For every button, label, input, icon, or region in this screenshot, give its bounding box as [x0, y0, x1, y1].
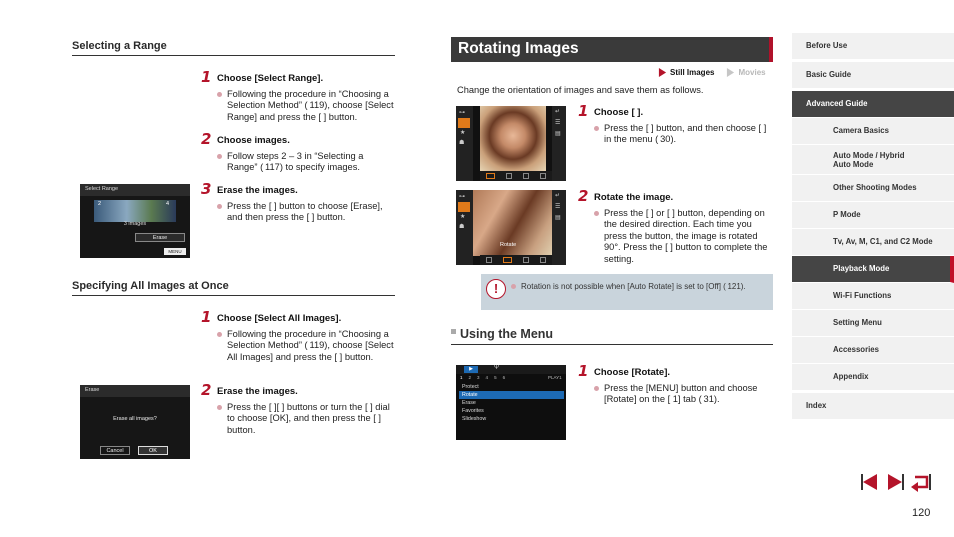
- menu-mode-label: PLAY1: [548, 375, 562, 380]
- rotate-step-1: [578, 102, 773, 146]
- rotate-screen: [456, 190, 566, 265]
- range-start-number: 2: [98, 201, 102, 207]
- bullet-dot: [217, 92, 222, 97]
- step-title: Choose images.: [217, 135, 290, 146]
- rotate-option-icon[interactable]: [503, 257, 512, 263]
- page-title: Rotating Images: [451, 37, 773, 62]
- menu-items: [459, 383, 564, 423]
- heading-square-icon: [451, 329, 456, 334]
- rotate-option-icon[interactable]: [506, 173, 512, 179]
- step-title: Choose [ ].: [594, 107, 644, 118]
- step-text: Following the procedure in “Choosing a Selection Method” ( 119), choose [Select All Images] and press the [ ] button.: [227, 329, 394, 362]
- bullet-dot: [217, 405, 222, 410]
- sidebar-item-playback-mode[interactable]: Playback Mode: [792, 256, 954, 283]
- display-icon: ▤: [555, 131, 561, 137]
- step-1-select-all: [201, 308, 396, 363]
- rotate-step-2: [578, 187, 773, 265]
- people-icon: ☗: [459, 140, 465, 146]
- sidebar-item-auto-mode[interactable]: [792, 145, 954, 175]
- thumbnail-strip: [94, 200, 176, 222]
- step-number: 1: [578, 362, 589, 380]
- bullet-dot: [511, 284, 516, 289]
- sidebar-item-accessories[interactable]: Accessories: [792, 337, 954, 364]
- menu-subtabs: [460, 375, 522, 380]
- page-number: 120: [912, 507, 931, 519]
- section-heading-selecting-range: Selecting a Range: [72, 40, 395, 56]
- return-button[interactable]: [909, 472, 931, 492]
- step-text: Press the [ ] button to choose [Erase], and then press the [ ] button.: [227, 201, 383, 223]
- ok-button[interactable]: OK: [138, 446, 168, 455]
- image-count: 3 images: [123, 221, 147, 227]
- step-text: Press the [ ] or [ ] button, depending on the desired direction. Each time you press the button, the image is rotated 90°. Press the [ ] button to complete the setting.: [604, 208, 768, 264]
- erase-button[interactable]: Erase: [135, 233, 185, 242]
- favorite-star-icon: ★: [460, 130, 466, 136]
- rotate-selected-icon: [458, 118, 470, 128]
- sidebar-item-wifi-functions[interactable]: Wi-Fi Functions: [792, 283, 954, 310]
- sidebar-item-index[interactable]: Index: [792, 393, 954, 420]
- select-range-screen: [80, 184, 190, 258]
- step-text: Press the [MENU] button and choose [Rotate] on the [ 1] tab ( 31).: [604, 383, 758, 405]
- child-photo: [480, 106, 546, 172]
- sidebar-item-setting-menu[interactable]: Setting Menu: [792, 310, 954, 337]
- bullet-dot: [217, 332, 222, 337]
- rotate-option-icon[interactable]: [486, 173, 495, 179]
- rotate-option-icon[interactable]: [486, 257, 492, 263]
- step-number: 2: [578, 187, 589, 205]
- step-text: Follow steps 2 – 3 in “Selecting a Range” ( 117) to specify images.: [227, 151, 364, 173]
- right-icon-column: [552, 106, 566, 181]
- sidebar-item-other-shooting-modes[interactable]: Other Shooting Modes: [792, 175, 954, 202]
- protect-key-icon: ⊶: [459, 194, 465, 200]
- bullet-dot: [217, 154, 222, 159]
- section-heading-all-images: Specifying All Images at Once: [72, 280, 395, 296]
- list-icon: ☰: [555, 120, 561, 126]
- rotate-option-icon[interactable]: [540, 257, 546, 263]
- menu-item-erase[interactable]: Erase: [462, 400, 476, 406]
- rotate-selected-icon: [458, 202, 470, 212]
- sidebar-item-camera-basics[interactable]: Camera Basics: [792, 118, 954, 145]
- step-2-choose-images: [201, 130, 396, 174]
- menu-item-favorites[interactable]: Favorites: [462, 408, 484, 414]
- back-arrow-icon: ↵: [555, 109, 561, 115]
- sidebar-item-tv-av-m[interactable]: Tv, Av, M, C1, and C2 Mode: [792, 229, 954, 256]
- step-number: 2: [201, 130, 212, 148]
- menu-item-rotate[interactable]: Rotate: [459, 391, 564, 399]
- note-box: [481, 274, 773, 310]
- favorite-star-icon: ★: [460, 214, 466, 220]
- subtab[interactable]: 4: [485, 375, 489, 380]
- bullet-dot: [594, 386, 599, 391]
- rotate-label: Rotate: [500, 242, 517, 248]
- step-title: Erase the images.: [217, 386, 298, 397]
- step-text: Press the [ ] button, and then choose [ ] in the menu ( 30).: [604, 123, 767, 145]
- back-arrow-icon: ↵: [555, 193, 561, 199]
- step-number: 2: [201, 381, 212, 399]
- right-icon-column: [552, 190, 566, 265]
- step-title: Choose [Select Range].: [217, 73, 324, 84]
- step-title: Choose [Select All Images].: [217, 313, 342, 324]
- playback-menu-screen: [456, 106, 566, 181]
- people-icon: ☗: [459, 224, 465, 230]
- display-icon: ▤: [555, 215, 561, 221]
- step-text: Press the [ ][ ] buttons or turn the [ ] dial to choose [OK], and then press the [ ] button.: [227, 402, 390, 435]
- bullet-dot: [594, 211, 599, 216]
- list-icon: ☰: [555, 204, 561, 210]
- step-number: 3: [201, 180, 212, 198]
- play-menu-screen: [456, 365, 566, 440]
- step-number: 1: [201, 308, 212, 326]
- subtab[interactable]: 1: [460, 375, 463, 380]
- using-menu-heading-text: Using the Menu: [460, 327, 554, 341]
- menu-back-button[interactable]: MENU: [164, 248, 186, 255]
- play-tab-icon[interactable]: ▶: [464, 366, 478, 373]
- step-title: Erase the images.: [217, 185, 298, 196]
- play-triangle-icon: [726, 68, 735, 77]
- sidebar-item-before-use[interactable]: Before Use: [792, 33, 954, 60]
- sidebar-item-basic-guide[interactable]: Basic Guide: [792, 62, 954, 89]
- bullet-dot: [594, 126, 599, 131]
- previous-page-button[interactable]: [859, 472, 881, 492]
- mode-indicator: [658, 68, 766, 78]
- step-title: Choose [Rotate].: [594, 367, 670, 378]
- rotate-option-icon[interactable]: [523, 173, 529, 179]
- step-3-erase-images: [201, 180, 396, 224]
- subtab[interactable]: 3: [477, 375, 480, 380]
- screen-title: Erase: [80, 385, 190, 397]
- menu-item-protect[interactable]: Protect: [462, 384, 479, 390]
- range-end-number: 4: [166, 201, 170, 207]
- play-triangle-icon: [658, 68, 667, 77]
- erase-question: Erase all images?: [113, 416, 157, 422]
- movies-label: Movies: [738, 68, 766, 77]
- rotate-bottom-bar: [480, 255, 552, 265]
- rotate-bottom-bar: [480, 171, 552, 181]
- return-arrow-icon: [909, 472, 931, 492]
- next-page-button[interactable]: [884, 472, 906, 492]
- screen-title: Select Range: [80, 184, 190, 196]
- menu-step-1: [578, 362, 773, 406]
- caution-icon: !: [486, 279, 506, 299]
- sidebar-item-label: Auto Mode / Hybrid Auto Mode: [833, 150, 905, 169]
- subtab[interactable]: 2: [468, 375, 472, 380]
- bullet-dot: [217, 204, 222, 209]
- page-navigation: [859, 472, 931, 492]
- step-1-select-range: [201, 68, 396, 123]
- rotate-option-icon[interactable]: [523, 257, 529, 263]
- step-2-erase-all: [201, 381, 396, 436]
- note-text: Rotation is not possible when [Auto Rotate] is set to [Off] ( 121).: [521, 282, 746, 291]
- still-images-label: Still Images: [670, 68, 715, 77]
- sidebar-item-appendix[interactable]: Appendix: [792, 364, 954, 391]
- intro-text: Change the orientation of images and save them as follows.: [457, 85, 704, 95]
- setup-tab-icon[interactable]: Ψ: [494, 365, 500, 371]
- step-number: 1: [578, 102, 589, 120]
- cancel-button[interactable]: Cancel: [100, 446, 130, 455]
- rotate-option-icon[interactable]: [540, 173, 546, 179]
- subtab[interactable]: 5: [494, 375, 497, 380]
- menu-item-slideshow[interactable]: Slideshow: [462, 416, 487, 422]
- subtab[interactable]: 6: [502, 375, 506, 380]
- previous-arrow-icon: [860, 472, 880, 492]
- sidebar-item-p-mode[interactable]: P Mode: [792, 202, 954, 229]
- step-title: Rotate the image.: [594, 192, 674, 203]
- using-menu-heading: [451, 327, 773, 345]
- next-arrow-icon: [885, 472, 905, 492]
- step-text: Following the procedure in “Choosing a Selection Method” ( 119), choose [Select Range] and press the [ ] button.: [227, 89, 394, 122]
- step-number: 1: [201, 68, 212, 86]
- erase-confirm-screen: [80, 385, 190, 459]
- protect-key-icon: ⊶: [459, 110, 465, 116]
- sidebar-item-advanced-guide[interactable]: Advanced Guide: [792, 91, 954, 118]
- chapter-sidebar: [792, 33, 954, 420]
